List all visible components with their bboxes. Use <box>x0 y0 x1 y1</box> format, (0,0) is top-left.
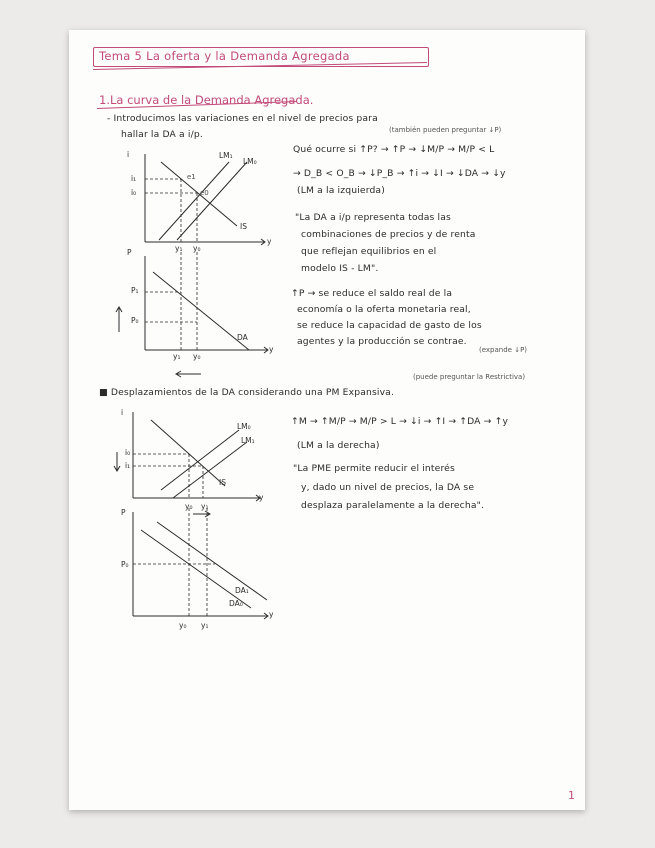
graph3-x-label: y <box>259 493 264 502</box>
graph3-lm0-label: LM₀ <box>237 422 251 431</box>
graph1-y0-label: y₀ <box>193 244 201 253</box>
quote1-line-1: "La DA a i/p representa todas las <box>295 212 451 223</box>
graph1-e0-label: e0 <box>200 189 209 197</box>
graph1-lm0-label: LM₀ <box>243 157 257 166</box>
graph4-da1-label: DA₁ <box>235 586 249 595</box>
graph2-p1-label: P₁ <box>131 286 139 295</box>
graph2-x-label: y <box>269 345 274 354</box>
explanation-line-1: ↑P → se reduce el saldo real de la <box>291 288 453 299</box>
section2-quote-3: desplaza paralelamente a la derecha". <box>301 500 485 511</box>
chain-line-3: (LM a la izquierda) <box>297 185 385 196</box>
section2-quote-1: "La PME permite reducir el interés <box>293 463 455 474</box>
graph3-y1-label: y₁ <box>201 502 209 511</box>
lm1-curve <box>173 442 247 498</box>
graph1-x-label: y <box>267 237 272 246</box>
page-title: Tema 5 La oferta y la Demanda Agregada <box>99 49 350 63</box>
graph4-y1-label: y₁ <box>201 621 209 630</box>
page-number: 1 <box>568 789 575 802</box>
explanation-line-4: agentes y la producción se contrae. <box>297 336 467 347</box>
graph2-da-label: DA <box>237 333 248 342</box>
graph4-p0-label: P₀ <box>121 560 129 569</box>
section1-intro-2: hallar la DA a i/p. <box>121 129 203 140</box>
graph3-i1-label: i₁ <box>125 461 131 470</box>
is-curve <box>161 162 237 226</box>
is-curve <box>151 420 225 486</box>
chain-line-2: → D_B < O_B → ↓P_B → ↑i → ↓I → ↓DA → ↓y <box>293 168 506 179</box>
section2-note: (puede preguntar la Restrictiva) <box>413 373 526 381</box>
section2-quote-2: y, dado un nivel de precios, la DA se <box>301 482 475 493</box>
graph1-i1-label: i₁ <box>131 174 137 183</box>
section2-heading: ■ Desplazamientos de la DA considerando una PM Expansiva. <box>99 387 395 398</box>
section1-heading: 1.La curva de la Demanda Agregada. <box>99 93 314 107</box>
section1-note: (también pueden preguntar ↓P) <box>389 126 502 134</box>
graph3-i0-label: i₀ <box>125 448 131 457</box>
quote1-line-4: modelo IS - LM". <box>301 263 379 274</box>
graph1-lm1-label: LM₁ <box>219 151 233 160</box>
graph4-y0-label: y₀ <box>179 621 187 630</box>
graph4-y-label: P <box>121 508 126 517</box>
graph2-y0-label: y₀ <box>193 352 201 361</box>
graph1-is-label: IS <box>240 222 247 231</box>
explanation-line-3: se reduce la capacidad de gasto de los <box>297 320 482 331</box>
graph3-is-label: IS <box>219 478 226 487</box>
graph2-y1-label: y₁ <box>173 352 181 361</box>
graph1-e1-label: e1 <box>187 173 196 181</box>
graph3-y0-label: y₀ <box>185 502 193 511</box>
graph4-x-label: y <box>269 610 274 619</box>
graph4-da0-label: DA₀ <box>229 599 243 608</box>
graph2-y-label: P <box>127 248 132 257</box>
graph2-p0-label: P₀ <box>131 316 139 325</box>
da1-curve <box>157 522 267 600</box>
graph3-y-label: i <box>121 408 124 417</box>
section1-intro-1: - Introducimos las variaciones en el nivel de precios para <box>107 113 378 124</box>
da-graph-1 <box>119 252 279 362</box>
quote1-line-3: que reflejan equilibrios en el <box>301 246 437 257</box>
explanation-note: (expande ↓P) <box>479 346 528 354</box>
explanation-line-2: economía o la oferta monetaria real, <box>297 304 471 315</box>
notebook-page <box>69 30 585 810</box>
section2-chain-1: ↑M → ↑M/P → M/P > L → ↓i → ↑I → ↑DA → ↑y <box>291 416 509 427</box>
chain-line-1: Qué ocurre si ↑P? → ↑P → ↓M/P → M/P < L <box>293 144 495 155</box>
section2-chain-2: (LM a la derecha) <box>297 440 380 451</box>
graph1-y1-label: y₁ <box>175 244 183 253</box>
da0-curve <box>141 530 251 608</box>
da-curve <box>153 272 249 350</box>
graph3-lm1-label: LM₁ <box>241 436 255 445</box>
graph1-i0-label: i₀ <box>131 188 137 197</box>
graph1-y-label: i <box>127 150 130 159</box>
quote1-line-2: combinaciones de precios y de renta <box>301 229 476 240</box>
